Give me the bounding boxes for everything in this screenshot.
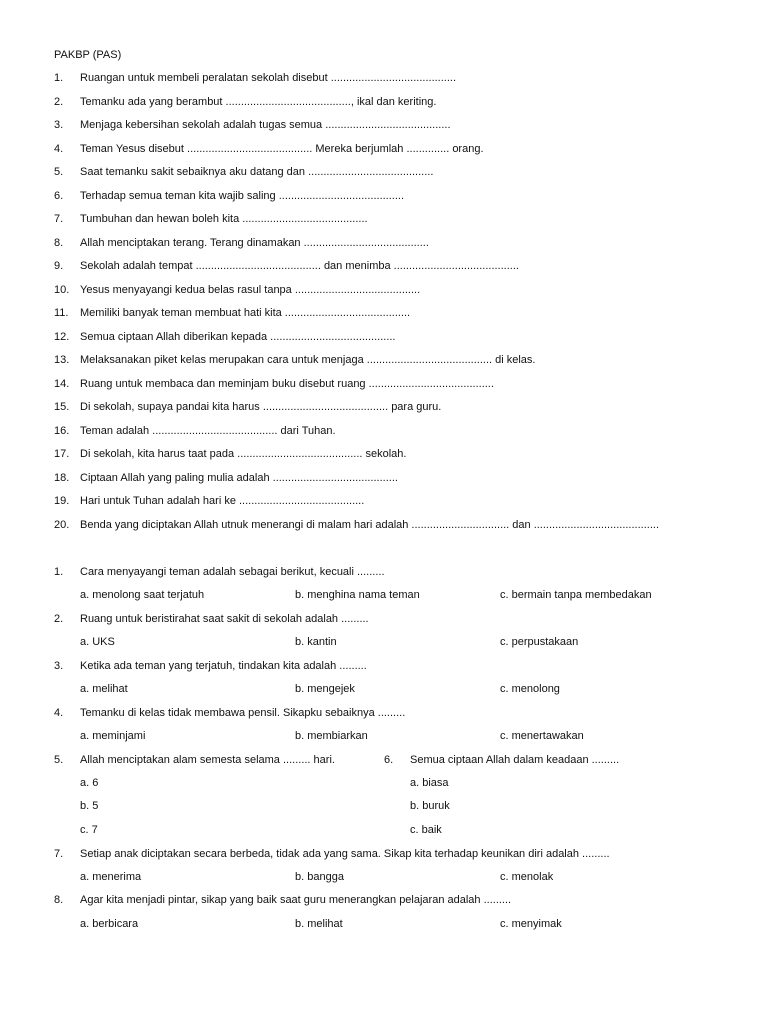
item-text: Tumbuhan dan hewan boleh kita ......................................... (80, 213, 368, 225)
item-number: 12. (54, 331, 70, 343)
item-text: Hari untuk Tuhan adalah hari ke ......................................... (80, 495, 365, 507)
question-text: Agar kita menjadi pintar, sikap yang baik saat guru menerangkan pelajaran adalah ......... (80, 894, 512, 906)
question-text: Semua ciptaan Allah dalam keadaan ......... (410, 754, 620, 766)
item-number: 18. (54, 472, 70, 484)
item-number: 2. (54, 613, 64, 625)
item-number: 3. (54, 119, 64, 131)
item-text: Memiliki banyak teman membuat hati kita ......................................... (80, 307, 411, 319)
option-b: b. menghina nama teman (295, 589, 420, 601)
item-number: 4. (54, 143, 64, 155)
option-c: c. menertawakan (500, 730, 584, 742)
item-text: Teman adalah ......................................... dari Tuhan. (80, 425, 336, 437)
option-a: a. menolong saat terjatuh (80, 589, 205, 601)
item-number: 16. (54, 425, 70, 437)
item-number: 2. (54, 96, 64, 108)
item-number: 19. (54, 495, 70, 507)
question-text: Ketika ada teman yang terjatuh, tindakan kita adalah ......... (80, 660, 367, 672)
item-text: Menjaga kebersihan sekolah adalah tugas semua ......................................... (80, 119, 451, 131)
option-c: c. baik (410, 824, 442, 836)
item-number: 17. (54, 448, 70, 460)
option-c: c. bermain tanpa membedakan (500, 589, 652, 601)
option-b: b. buruk (410, 800, 450, 812)
item-number: 15. (54, 401, 70, 413)
item-text: Ciptaan Allah yang paling mulia adalah ......................................... (80, 472, 398, 484)
item-text: Ruangan untuk membeli peralatan sekolah disebut ......................................... (80, 72, 457, 84)
question-text: Temanku di kelas tidak membawa pensil. Sikapku sebaiknya ......... (80, 707, 406, 719)
option-b: b. kantin (295, 636, 337, 648)
option-a: a. berbicara (80, 918, 139, 930)
item-number: 7. (54, 213, 64, 225)
option-b: b. bangga (295, 871, 344, 883)
option-c: c. menolong (500, 683, 560, 695)
question-text: Cara menyayangi teman adalah sebagai berikut, kecuali ......... (80, 566, 385, 578)
option-b: b. membiarkan (295, 730, 368, 742)
worksheet-title: PAKBP (PAS) (54, 49, 122, 61)
option-a: a. 6 (80, 777, 99, 789)
option-c: c. perpustakaan (500, 636, 579, 648)
item-text: Benda yang diciptakan Allah utnuk menerangi di malam hari adalah ................................ dan ......................................... (80, 519, 659, 531)
item-number: 20. (54, 519, 70, 531)
item-number: 1. (54, 72, 64, 84)
item-number: 13. (54, 354, 70, 366)
option-a: a. UKS (80, 636, 115, 648)
item-number: 8. (54, 237, 64, 249)
item-text: Semua ciptaan Allah diberikan kepada ......................................... (80, 331, 396, 343)
item-number: 6. (54, 190, 64, 202)
item-number: 7. (54, 848, 64, 860)
item-text: Di sekolah, supaya pandai kita harus ......................................... para guru. (80, 401, 442, 413)
item-number: 10. (54, 284, 70, 296)
question-text: Allah menciptakan alam semesta selama ......... hari. (80, 754, 335, 766)
item-text: Ruang untuk membaca dan meminjam buku disebut ruang ......................................... (80, 378, 494, 390)
item-number: 5. (54, 754, 64, 766)
item-number: 4. (54, 707, 64, 719)
item-number: 6. (384, 754, 394, 766)
item-text: Terhadap semua teman kita wajib saling ......................................... (80, 190, 405, 202)
option-a: a. biasa (410, 777, 449, 789)
option-c: c. menyimak (500, 918, 562, 930)
item-number: 14. (54, 378, 70, 390)
item-text: Teman Yesus disebut ......................................... Mereka berjumlah .............. orang. (80, 143, 484, 155)
item-text: Allah menciptakan terang. Terang dinamakan ......................................... (80, 237, 429, 249)
option-b: b. melihat (295, 918, 343, 930)
option-a: a. menerima (80, 871, 142, 883)
item-number: 9. (54, 260, 64, 272)
item-text: Di sekolah, kita harus taat pada ......................................... sekolah. (80, 448, 407, 460)
item-text: Temanku ada yang berambut ........................................., ikal dan keriting. (80, 96, 437, 108)
item-number: 5. (54, 166, 64, 178)
question-text: Setiap anak diciptakan secara berbeda, tidak ada yang sama. Sikap kita terhadap keunikan diri adalah ......... (80, 848, 610, 860)
item-number: 1. (54, 566, 64, 578)
option-b: b. mengejek (295, 683, 355, 695)
item-number: 8. (54, 894, 64, 906)
item-text: Saat temanku sakit sebaiknya aku datang dan ......................................... (80, 166, 434, 178)
option-c: c. menolak (500, 871, 554, 883)
item-number: 11. (54, 307, 69, 319)
item-number: 3. (54, 660, 64, 672)
option-c: c. 7 (80, 824, 98, 836)
item-text: Sekolah adalah tempat ......................................... dan menimba ......................................... (80, 260, 519, 272)
option-a: a. melihat (80, 683, 128, 695)
option-a: a. meminjami (80, 730, 146, 742)
question-text: Ruang untuk beristirahat saat sakit di sekolah adalah ......... (80, 613, 369, 625)
option-b: b. 5 (80, 800, 99, 812)
item-text: Melaksanakan piket kelas merupakan cara untuk menjaga ......................................... di kelas. (80, 354, 536, 366)
item-text: Yesus menyayangi kedua belas rasul tanpa ......................................... (80, 284, 421, 296)
